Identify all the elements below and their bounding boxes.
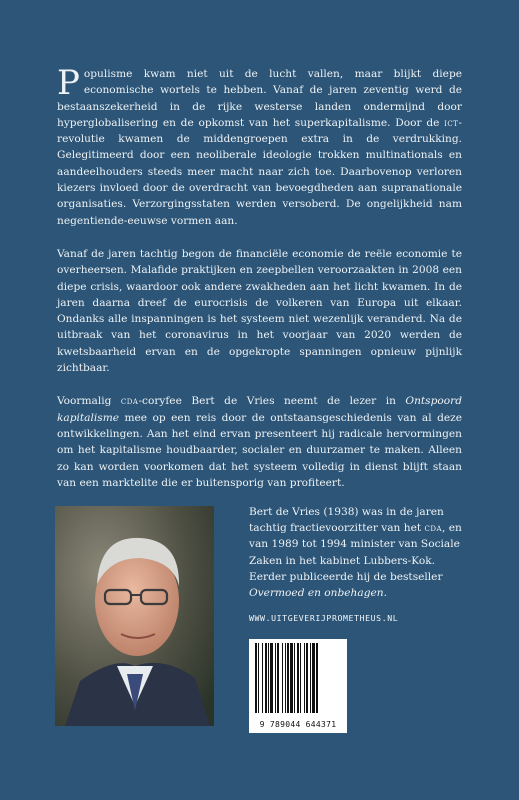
- blurb-paragraph-2: Vanaf de jaren tachtig begon de financiële economie de reële economie te overheersen. Malafide praktijken en zeepbellen veroorzaakten in 2008 een diepe crisis, waardoor ook andere zwakheden aan het licht kwamen. In de jaren daarna dreef de eurocrisis de volkeren van Europa uit elkaar. Ondanks alle inspanningen is het systeem niet wezenlijk veranderd. Na de uitbraak van het coronavirus in het voorjaar van 2020 werden de kwetsbaarheid ervan en de opgekropte spanningen opnieuw pijnlijk zichtbaar.: [57, 247, 462, 375]
- author-photo: [55, 506, 214, 726]
- bio-text: , en van 1989 tot 1994 minister van Sociale Zaken in het kabinet Lubbers-Kok. Eerder publiceerde hij de bestseller: [249, 522, 462, 583]
- blurb-text: -revolutie kwamen de middengroepen extra in de verdrukking. Gelegitimeerd door een neoliberale ideologie trokken multinationals en aandeelhouders steeds meer macht naar zich toe. Daarbovenop verloren kiezers invloed door de overdracht van bevoegdheden aan supranationale organisaties. Verzorgingsstaten werden versoberd. De ongelijkheid nam negentiende-eeuwse vormen aan.: [57, 116, 462, 227]
- book-title: Ontspoord kapitalisme: [57, 395, 462, 424]
- acronym-cda: cda: [120, 395, 139, 408]
- acronym-cda: cda: [424, 522, 443, 535]
- bestseller-title: Overmoed en onbehagen: [249, 587, 384, 600]
- blurb-text: opulisme kwam niet uit de lucht vallen, maar blijkt diepe economische wortels te hebben. Vanaf de jaren zeventig werd de bestaanszekerheid in de rijke westerse landen ondermijnd door hyperglobalisering en de opkomst van het superkapitalisme. Door de: [57, 68, 462, 129]
- isbn-barcode: [249, 639, 347, 733]
- acronym-ict: ict: [444, 116, 459, 129]
- blurb-text: -coryfee Bert de Vries neemt de lezer in: [138, 395, 406, 408]
- blurb-paragraph-3: [57, 393, 462, 491]
- author-portrait-illustration: [55, 506, 214, 726]
- publisher-url[interactable]: WWW.UITGEVERIJPROMETHEUS.NL: [249, 613, 399, 623]
- blurb-text: Voormalig: [57, 395, 121, 408]
- blurb-text: mee op een reis door de ontstaansgeschiedenis van al deze ontwikkelingen. Aan het eind ervan presenteert hij radicale hervormingen om het kapitalisme houdbaarder, socialer en duurzamer te maken. Alleen zo kan worden voorkomen dat het systeem volledig in dienst blijft staan van een marktelite die er buitensporig van profiteert.: [57, 411, 462, 489]
- barcode-bars: [255, 643, 341, 713]
- isbn-number: 9 789044 644371: [259, 720, 337, 729]
- drop-cap: P: [57, 63, 80, 103]
- blurb-paragraph-1: [57, 63, 462, 229]
- author-bio: [249, 504, 465, 601]
- bio-text: Bert de Vries (1938) was in de jaren tachtig fractievoorzitter van het: [249, 506, 444, 535]
- back-cover-blurb: [57, 63, 462, 508]
- bio-text: .: [383, 587, 387, 600]
